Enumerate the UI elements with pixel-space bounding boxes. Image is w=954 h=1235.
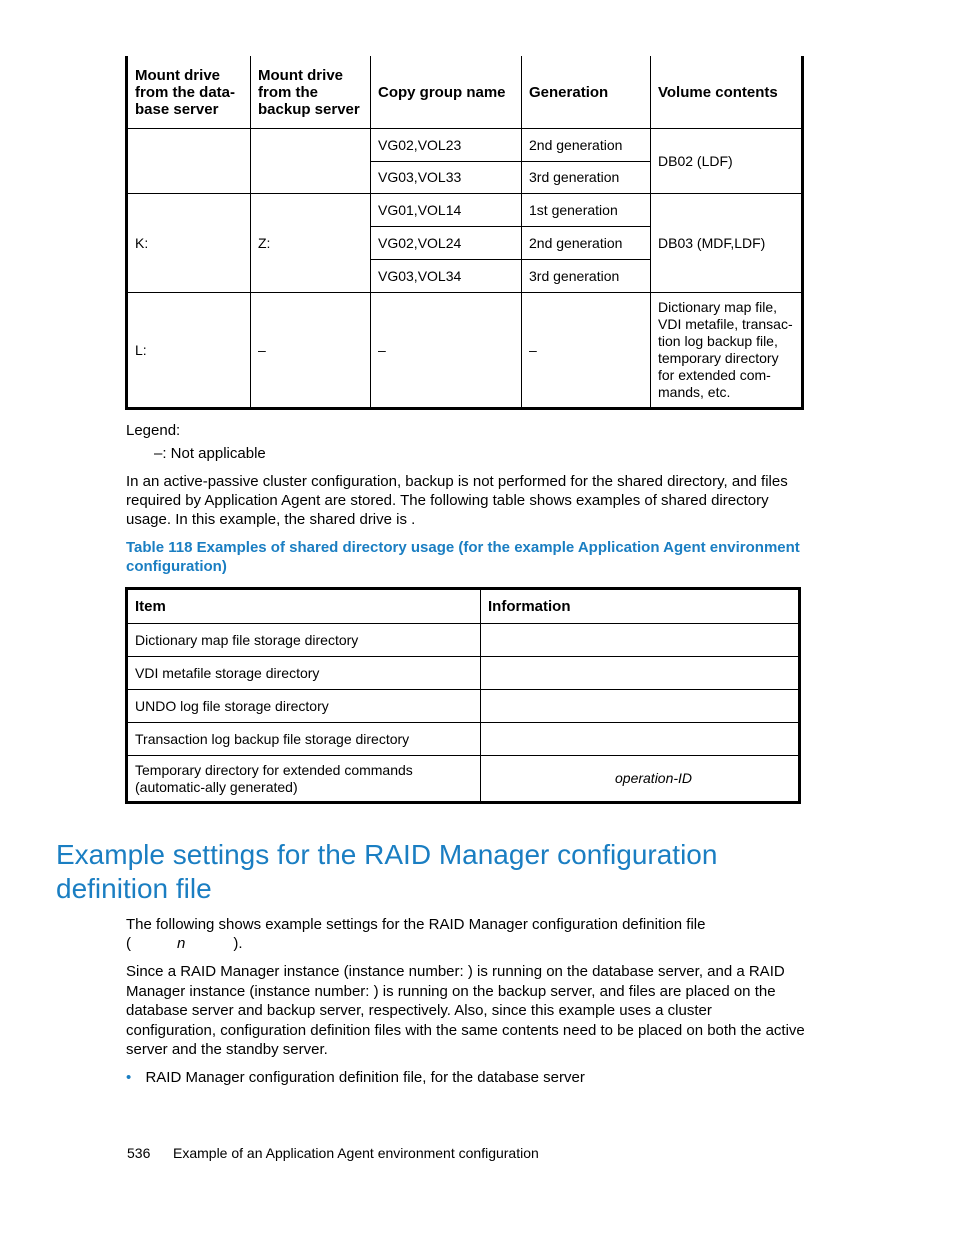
db-drive-cell: K:: [127, 194, 251, 293]
db-drive-cell: [127, 129, 251, 194]
backup-drive-cell: Z:: [251, 194, 371, 293]
generation-cell: –: [522, 293, 651, 409]
generation-cell: 2nd generation: [522, 129, 651, 162]
table-row: [127, 194, 803, 227]
copy-group-cell: VG03,VOL33: [371, 162, 522, 194]
column-header: Generation: [522, 56, 651, 129]
generation-cell: 3rd generation: [522, 162, 651, 194]
table-row: [127, 756, 800, 803]
column-header: Item: [127, 589, 481, 624]
table-row: [127, 657, 800, 690]
section-heading: Example settings for the RAID Manager configuration definition file: [56, 839, 718, 904]
table-row: [127, 293, 803, 409]
filename-variable: n: [177, 935, 186, 952]
legend-item: –: Not applicable: [154, 445, 266, 462]
copy-group-cell: VG03,VOL34: [371, 260, 522, 293]
column-header: Volume contents: [651, 56, 803, 129]
body-paragraph: [126, 934, 243, 953]
db-drive-cell: L:: [127, 293, 251, 409]
table-row: [127, 723, 800, 756]
info-cell: [481, 690, 800, 723]
copy-group-cell: VG02,VOL24: [371, 227, 522, 260]
info-cell: [481, 723, 800, 756]
item-cell: Dictionary map file storage directory: [127, 624, 481, 657]
info-cell: [481, 657, 800, 690]
item-cell: UNDO log file storage directory: [127, 690, 481, 723]
copy-group-cell: VG02,VOL23: [371, 129, 522, 162]
body-paragraph: The following shows example settings for the RAID Manager configuration definition file: [126, 916, 706, 933]
table-caption: Table 118 Examples of shared directory usage (for the example Application Agent environment configuration): [126, 539, 800, 575]
copy-group-cell: VG01,VOL14: [371, 194, 522, 227]
paren-close: ).: [233, 935, 243, 952]
volume-contents-cell: Dictionary map file, VDI metafile, transac-tion log backup file, temporary directory for extended com-mands, etc.: [651, 293, 803, 409]
legend-label: Legend:: [126, 422, 181, 439]
column-header: Mount drive from the data-base server: [127, 56, 251, 129]
bullet-item: [126, 1068, 806, 1087]
table-header-row: [127, 56, 803, 129]
bullet-icon: •: [126, 1069, 132, 1086]
page-number: 536: [127, 1145, 151, 1161]
item-cell: Temporary directory for extended commands (automatic-ally generated): [127, 756, 481, 803]
volume-contents-cell: DB03 (MDF,LDF): [651, 194, 803, 293]
generation-cell: 2nd generation: [522, 227, 651, 260]
column-header: Copy group name: [371, 56, 522, 129]
copy-group-cell: –: [371, 293, 522, 409]
volume-contents-cell: DB02 (LDF): [651, 129, 803, 194]
paren-open: (: [126, 935, 131, 952]
table-row: [127, 690, 800, 723]
table-row: [127, 129, 803, 162]
generation-cell: 3rd generation: [522, 260, 651, 293]
info-cell: operation-ID: [481, 756, 800, 803]
table-row: [127, 624, 800, 657]
item-cell: VDI metafile storage directory: [127, 657, 481, 690]
item-cell: Transaction log backup file storage directory: [127, 723, 481, 756]
body-paragraph: Since a RAID Manager instance (instance number: ) is running on the database server, and a RAID Manager instance (instance number: ) is running on the backup server, and files are placed on the database server and backup server, respectively. Also, since this example uses a cluster configuration, configuration definition files with the same contents need to be placed on both the active server and the standby server.: [126, 963, 805, 1058]
column-header: Information: [481, 589, 800, 624]
shared-directory-table: [125, 587, 801, 804]
drive-mapping-table: [125, 56, 804, 410]
info-cell: [481, 624, 800, 657]
table-header-row: [127, 589, 800, 624]
bullet-text: RAID Manager configuration definition file, for the database server: [145, 1069, 585, 1086]
column-header: Mount drive from the backup server: [251, 56, 371, 129]
footer-title: Example of an Application Agent environment configuration: [173, 1145, 539, 1161]
generation-cell: 1st generation: [522, 194, 651, 227]
backup-drive-cell: [251, 129, 371, 194]
backup-drive-cell: –: [251, 293, 371, 409]
body-paragraph: In an active-passive cluster configuration, backup is not performed for the shared directory, and files required by Application Agent are stored. The following table shows examples of shared directory usage. In this example, the shared drive is .: [126, 473, 788, 528]
